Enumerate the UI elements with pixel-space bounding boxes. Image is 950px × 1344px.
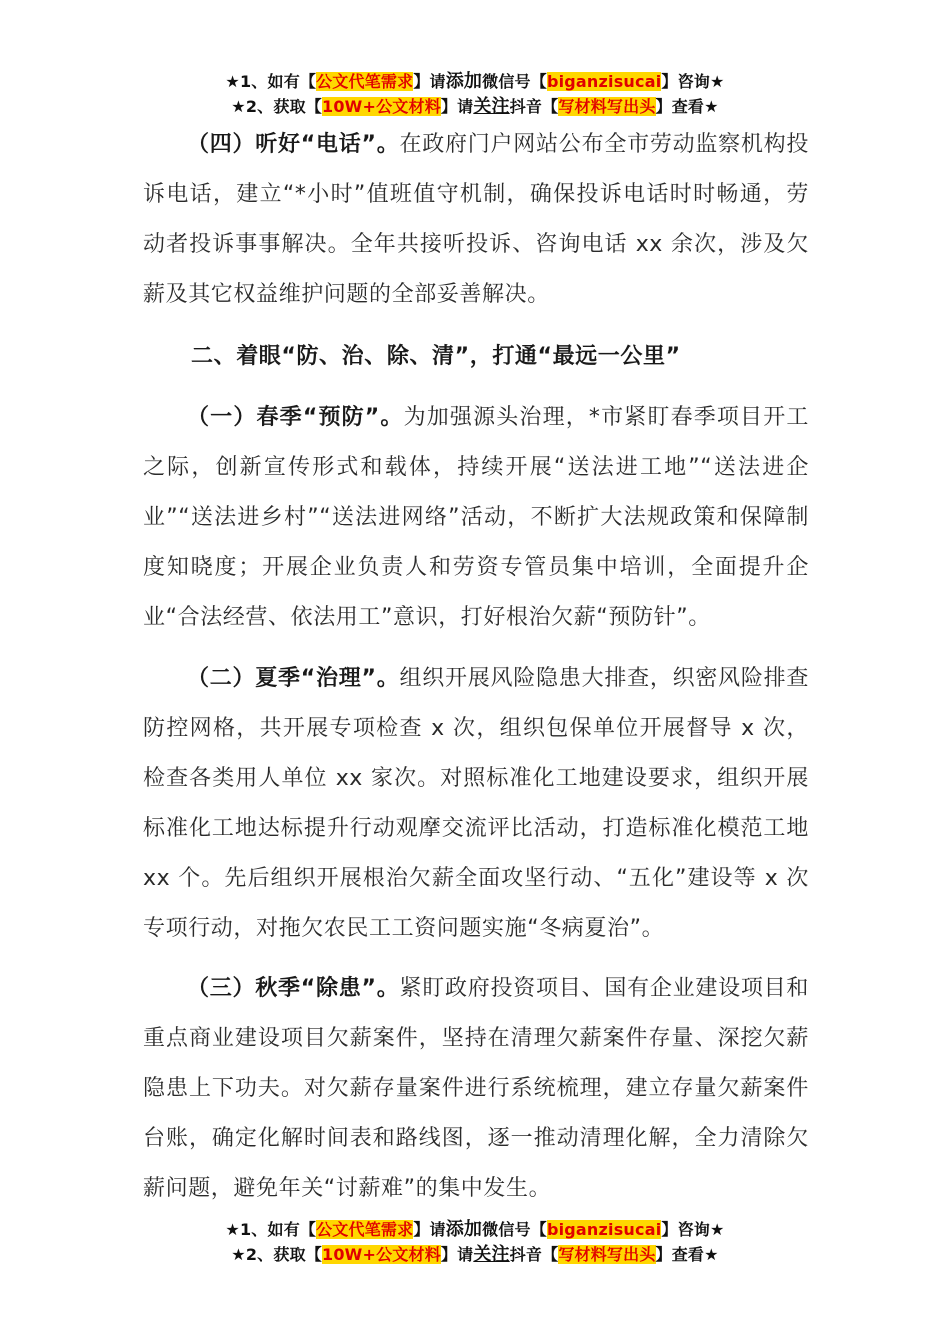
banner-text: ★2、获取【 <box>231 97 322 116</box>
douyin-id-highlight: 写材料写出头 <box>558 97 656 116</box>
banner-text: 微信号【 <box>482 1220 547 1239</box>
document-body <box>143 120 809 320</box>
section-heading-block <box>143 332 809 382</box>
banner-emphasis: 添加 <box>445 71 483 92</box>
banner-emphasis: 关注 <box>473 96 510 117</box>
banner-highlight: 10W+公文材料 <box>321 1245 441 1264</box>
banner-text: 】咨询★ <box>661 72 725 91</box>
paragraph-spring <box>143 393 809 643</box>
section-heading: 二、着眼“防、治、除、清”，打通“最远一公里” <box>191 344 681 369</box>
banner-text: 】请 <box>413 72 446 91</box>
paragraph-text: 为加强源头治理，*市紧盯春季项目开工之际，创新宣传形式和载体，持续开展“送法进工地”“送法进企业”“送法进乡村”“送法进网络”活动，不断扩大法规政策和保障制度知晓度；开展企业负责人和劳资专管员集中培训，全面提升企业“合法经营、依法用工”意识，打好根治欠薪“预防针”。 <box>143 405 809 630</box>
paragraph-title: （三）秋季“除患”。 <box>187 976 400 1001</box>
banner-text: 抖音【 <box>509 1245 559 1264</box>
banner-emphasis: 添加 <box>445 1219 483 1240</box>
banner-text: 】查看★ <box>655 1245 719 1264</box>
paragraph-summer <box>143 654 809 954</box>
banner-text: 】查看★ <box>655 97 719 116</box>
promo-banner-line-2-bottom <box>0 1243 950 1267</box>
paragraph-telephone <box>143 120 809 320</box>
banner-text: 】咨询★ <box>661 1220 725 1239</box>
paragraph-text: 组织开展风险隐患大排查，织密风险排查防控网格，共开展专项检查 x 次，组织包保单位开展督导 x 次，检查各类用人单位 xx 家次。对照标准化工地建设要求，组织开展标准化工地达标提升行动观摩交流评比活动，打造标准化模范工地 xx 个。先后组织开展根治欠薪全面攻坚行动、“五化”建设等 x 次专项行动，对拖欠农民工工资问题实施“冬病夏治”。 <box>143 666 809 941</box>
banner-text: 】请 <box>440 1245 474 1264</box>
banner-text: 微信号【 <box>482 72 547 91</box>
banner-text: ★1、如有【 <box>225 1220 317 1239</box>
promo-banner-line-1-bottom <box>0 1218 950 1242</box>
wechat-id-highlight: biganzisucai <box>546 1220 662 1239</box>
banner-highlight: 公文代笔需求 <box>316 72 414 91</box>
paragraph-title: （一）春季“预防”。 <box>187 405 404 430</box>
douyin-id-highlight: 写材料写出头 <box>558 1245 656 1264</box>
paragraph-autumn-block <box>143 964 809 1214</box>
promo-banner-line-2 <box>0 95 950 119</box>
banner-text: ★2、获取【 <box>231 1245 322 1264</box>
banner-text: 抖音【 <box>509 97 559 116</box>
paragraph-title: （四）听好“电话”。 <box>187 132 400 157</box>
paragraph-autumn <box>143 964 809 1214</box>
banner-text: ★1、如有【 <box>225 72 317 91</box>
paragraph-text: 紧盯政府投资项目、国有企业建设项目和重点商业建设项目欠薪案件，坚持在清理欠薪案件存量、深挖欠薪隐患上下功夫。对欠薪存量案件进行系统梳理，建立存量欠薪案件台账，确定化解时间表和路线图，逐一推动清理化解，全力清除欠薪问题，避免年关“讨薪难”的集中发生。 <box>143 976 809 1201</box>
banner-highlight: 10W+公文材料 <box>321 97 441 116</box>
promo-banner-line-1 <box>0 70 950 94</box>
paragraph-text: 在政府门户网站公布全市劳动监察机构投诉电话，建立“*小时”值班值守机制，确保投诉电话时时畅通，劳动者投诉事事解决。全年共接听投诉、咨询电话 xx 余次，涉及欠薪及其它权益维护问题的全部妥善解决。 <box>143 132 809 307</box>
wechat-id-highlight: biganzisucai <box>546 72 662 91</box>
banner-emphasis: 关注 <box>473 1244 510 1265</box>
paragraph-summer-block <box>143 654 809 954</box>
banner-text: 】请 <box>440 97 474 116</box>
paragraph-title: （二）夏季“治理”。 <box>187 666 400 691</box>
banner-highlight: 公文代笔需求 <box>316 1220 414 1239</box>
paragraph-spring-block <box>143 393 809 643</box>
banner-text: 】请 <box>413 1220 446 1239</box>
